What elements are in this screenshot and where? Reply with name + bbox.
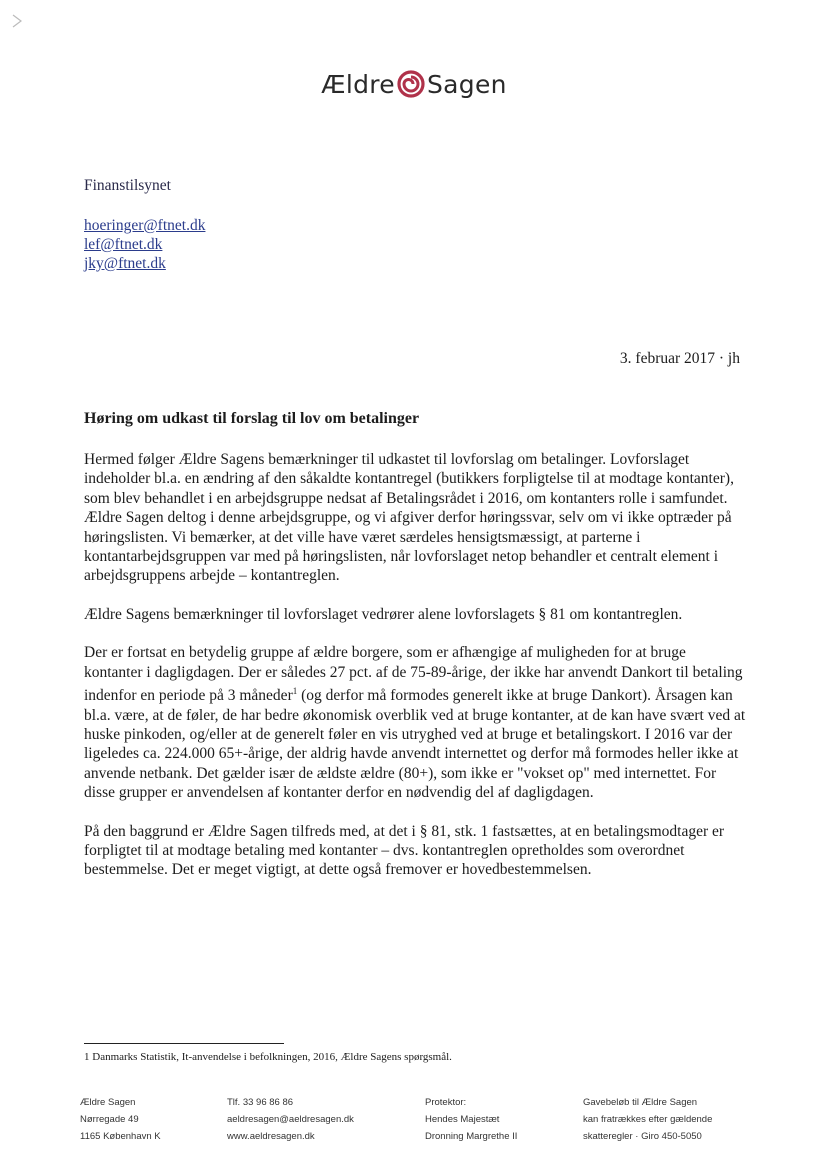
footer-contact xyxy=(227,1094,354,1145)
footer-website-link[interactable]: www.aeldresagen.dk xyxy=(227,1131,315,1142)
footer-protector-title: Hendes Majestæt xyxy=(425,1114,500,1125)
paragraph-conclusion: På den baggrund er Ældre Sagen tilfreds med, at det i § 81, stk. 1 fastsættes, at en betalingsmodtager er forpligtet til at modtage betaling med kontanter – dvs. kontantreglen opretholdes som overordnet bestemmelse. Det er meget vigtigt, at dette også fremover er hovedbestemmelsen. xyxy=(84,822,725,879)
footnote-text: 1 Danmarks Statistik, It-anvendelse i befolkningen, 2016, Ældre Sagens spørgsmål. xyxy=(84,1051,452,1063)
footer-donation-line2: kan fratrækkes efter gældende xyxy=(583,1114,713,1125)
footer-email-link[interactable]: aeldresagen@aeldresagen.dk xyxy=(227,1114,354,1125)
footer-city: 1165 København K xyxy=(80,1131,161,1142)
footer-donation-line3: skatteregler · Giro 450-5050 xyxy=(583,1131,702,1142)
footer-protector xyxy=(425,1094,517,1145)
letter-subject: Høring om udkast til forslag til lov om betalinger xyxy=(84,410,420,427)
footer-donation xyxy=(583,1094,712,1145)
aeldre-sagen-logo xyxy=(0,70,828,99)
recipient-emails xyxy=(84,216,205,273)
paragraph-intro: Hermed følger Ældre Sagens bemærkninger til udkastet til lovforslag om betalinger. Lovforslaget indeholder bl.a. en ændring af den såkaldte kontantregel (butikkers forpligtelse til at modtage kontanter), som blev behandlet i en arbejdsgruppe nedsat af Betalingsrådet i 2016, om kontanters rolle i samfundet. Ældre Sagen deltog i denne arbejdsgruppe, og vi afgiver derfor høringssvar, selv om vi ikke optræder på høringslisten. Vi bemærker, at det ville have været særdeles hensigtsmæssigt, at parterne i kontantarbejdsgruppen var med på høringslisten, når lovforslaget netop behandler et centralt element i arbejdsgruppens arbejde – kontantreglen. xyxy=(84,451,734,585)
footer-street: Nørregade 49 xyxy=(80,1114,139,1125)
paragraph-scope: Ældre Sagens bemærkninger til lovforslaget vedrører alene lovforslagets § 81 om kontantreglen. xyxy=(84,605,683,623)
email-link-lef[interactable]: lef@ftnet.dk xyxy=(84,236,163,253)
footer-donation-line1: Gavebeløb til Ældre Sagen xyxy=(583,1097,698,1108)
swirl-logo-icon xyxy=(397,70,425,98)
footer-org-name: Ældre Sagen xyxy=(80,1097,136,1108)
footnote-marker: 1 xyxy=(292,686,298,697)
footer-protector-label: Protektor: xyxy=(425,1097,467,1108)
footer-address xyxy=(80,1094,161,1145)
footnote-divider xyxy=(84,1043,284,1044)
footer-phone: Tlf. 33 96 86 86 xyxy=(227,1097,294,1108)
footer-protector-name: Dronning Margrethe II xyxy=(425,1131,518,1142)
corner-chevron-icon xyxy=(10,12,24,30)
paragraph-arguments-part2: (og derfor må formodes generelt ikke at bruge Dankort). Årsagen kan bl.a. være, at de føler, de har bedre økonomisk overblik ved at bruge kontanter, at de kan have svært ved at huske pinkoden, og/eller at de generelt føler en vis utryghed ved at bruge et betalingskort. I 2016 var der ligeledes ca. 224.000 65+-årige, der aldrig havde anvendt internettet og derfor må formodes heller ikke at anvende netbank. Det gælder især de ældste ældre (80+), som ikke er "vokset op" med internettet. For disse grupper er anvendelsen af kontanter derfor en nødvendig del af dagligdagen. xyxy=(84,687,746,802)
email-link-hoeringer[interactable]: hoeringer@ftnet.dk xyxy=(84,217,206,234)
letter-date: 3. februar 2017 · jh xyxy=(619,350,740,367)
recipient-name: Finanstilsynet xyxy=(84,177,171,194)
logo-text-right: Sagen xyxy=(426,70,507,99)
paragraph-arguments-part1: Der er fortsat en betydelig gruppe af ældre borgere, som er afhængige af muligheden for at bruge kontanter i dagligdagen. Der er således 27 pct. af de 75-89-årige, der ikke har anvendt Dankort til betaling indenfor en periode på 3 måneder xyxy=(84,644,743,705)
letter-body xyxy=(84,450,748,899)
logo-text-left: Ældre xyxy=(321,70,395,99)
paragraph-arguments xyxy=(84,643,748,802)
email-link-jky[interactable]: jky@ftnet.dk xyxy=(84,255,166,272)
